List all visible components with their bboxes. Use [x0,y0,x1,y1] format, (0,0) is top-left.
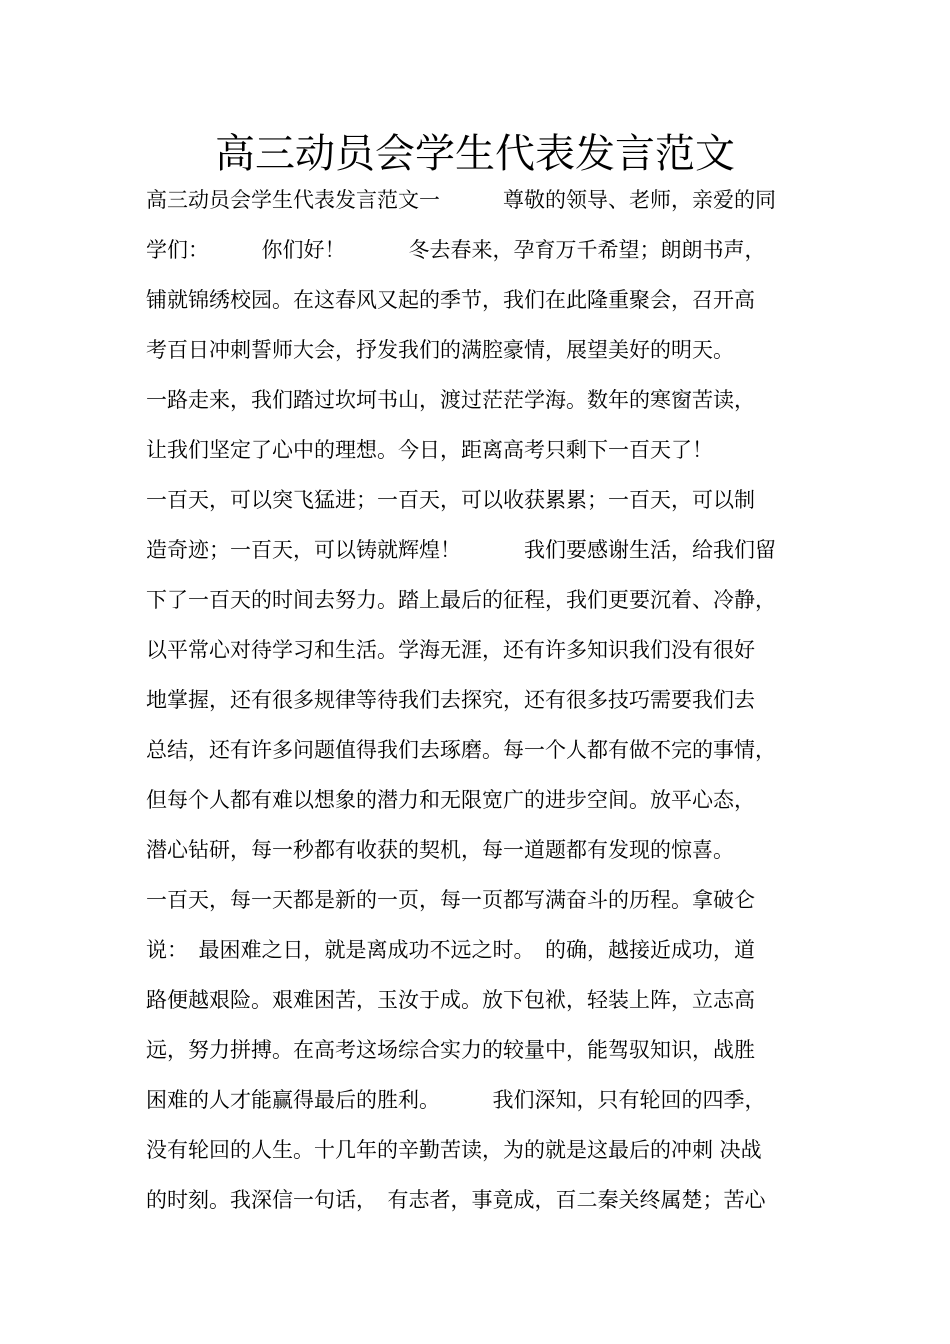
body-line: 潜心钻研，每一秒都有收获的契机，每一道题都有发现的惊喜。 [146,838,734,862]
body-line: 一百天，每一天都是新的一页，每一页都写满奋斗的历程。拿破仑 [146,888,755,912]
body-line: 但每个人都有难以想象的潜力和无限宽广的进步空间。放平心态， [146,788,755,812]
body-line: 铺就锦绣校园。在这春风又起的季节，我们在此隆重聚会，召开高 [146,288,755,312]
body-line: 一路走来，我们踏过坎坷书山，渡过茫茫学海。数年的寒窗苦读， [146,388,755,412]
body-line: 没有轮回的人生。十几年的辛勤苦读，为的就是这最后的冲刺 决战 [146,1138,762,1162]
document-title: 高三动员会学生代表发言范文 [215,131,735,177]
body-line: 的时刻。我深信一句话， 有志者，事竟成，百二秦关终属楚；苦心 [146,1188,766,1212]
body-line: 造奇迹；一百天，可以铸就辉煌！ 我们要感谢生活，给我们留 [146,538,776,562]
body-line: 学们： 你们好！ 冬去春来，孕育万千希望；朗朗书声， [146,238,766,262]
body-line: 路便越艰险。艰难困苦，玉汝于成。放下包袱，轻装上阵，立志高 [146,988,755,1012]
body-line: 高三动员会学生代表发言范文一 尊敬的领导、老师，亲爱的同 [146,188,776,212]
body-line: 一百天，可以突飞猛进；一百天，可以收获累累；一百天，可以制 [146,488,755,512]
body-line: 远，努力拼搏。在高考这场综合实力的较量中，能驾驭知识，战胜 [146,1038,755,1062]
document-body [146,178,836,1228]
body-line: 地掌握，还有很多规律等待我们去探究，还有很多技巧需要我们去 [146,688,755,712]
body-line: 以平常心对待学习和生活。学海无涯，还有许多知识我们没有很好 [146,638,755,662]
body-line: 考百日冲刺誓师大会，抒发我们的满腔豪情，展望美好的明天。 [146,338,734,362]
body-line: 下了一百天的时间去努力。踏上最后的征程，我们更要沉着、冷静， [146,588,776,612]
body-line: 让我们坚定了心中的理想。今日，距离高考只剩下一百天了！ [146,438,713,462]
body-line: 总结，还有许多问题值得我们去琢磨。每一个人都有做不完的事情， [146,738,776,762]
body-line: 说： 最困难之日，就是离成功不远之时。 的确，越接近成功，道 [146,938,755,962]
body-line: 困难的人才能赢得最后的胜利。 我们深知，只有轮回的四季， [146,1088,766,1112]
